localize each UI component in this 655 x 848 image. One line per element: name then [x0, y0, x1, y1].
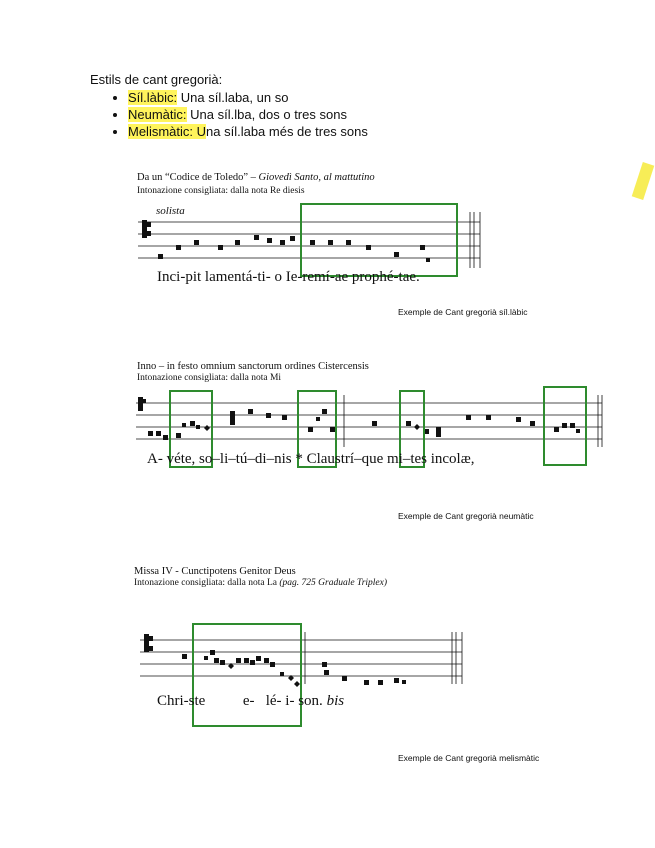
- list-item: [128, 124, 368, 139]
- example-3-subtitle-italic: (pag. 725 Graduale Triplex): [279, 578, 388, 588]
- definition-neumatic: Una síl.lba, dos o tres sons: [186, 107, 347, 122]
- example-1-title-italic: Giovedì Santo, al mattutino: [258, 172, 375, 183]
- list-item: [128, 90, 368, 105]
- example-3-lyrics-bis: bis: [326, 693, 345, 709]
- example-1-lyrics: Inci-pit lamentá-ti- o Ie-remí-ae prophé-tae.: [157, 269, 420, 285]
- styles-list: [90, 90, 368, 139]
- example-1-title: [137, 172, 375, 183]
- solista-label: solista: [156, 205, 185, 217]
- example-2-caption: Exemple de Cant gregorià neumàtic: [398, 511, 534, 521]
- example-1-staff: [130, 200, 490, 280]
- intro-section: [90, 72, 368, 141]
- example-3-lyrics-text: Chri-ste e- lé- i- son.: [157, 693, 323, 709]
- example-2-subtitle: Intonazione consigliata: dalla nota Mi: [137, 373, 282, 383]
- definition-melismatic: na síl.laba més de tres sons: [206, 124, 368, 139]
- example-3-staff: [132, 620, 472, 730]
- intro-heading: Estils de cant gregorià:: [90, 72, 223, 87]
- example-2-lyrics: A- véte, so–li–tú–di–nis * Claustrí–que mi–tes incolæ,: [147, 451, 475, 467]
- list-item: [128, 107, 368, 122]
- highlighter-mark: [632, 162, 655, 200]
- example-2-title: Inno – in festo omnium sanctorum ordines Cistercensis: [137, 361, 369, 372]
- example-1-subtitle: Intonazione consigliata: dalla nota Re diesis: [137, 186, 305, 196]
- example-3-caption: Exemple de Cant gregorià melismàtic: [398, 753, 540, 763]
- term-melismatic: Melismàtic: U: [128, 124, 207, 139]
- example-1-caption: Exemple de Cant gregorià síl.làbic: [398, 307, 528, 317]
- example-3-title: Missa IV - Cunctipotens Genitor Deus: [134, 566, 296, 577]
- example-3-subtitle: [134, 578, 387, 588]
- example-3-lyrics: [157, 693, 344, 710]
- term-neumatic: Neumàtic:: [128, 107, 187, 122]
- definition-syllabic: Una síl.laba, un so: [177, 90, 289, 105]
- example-1-title-text: Da un “Codice de Toledo” –: [137, 172, 259, 183]
- example-3-subtitle-text: Intonazione consigliata: dalla nota La: [134, 578, 280, 588]
- term-syllabic: Síl.làbic:: [128, 90, 178, 105]
